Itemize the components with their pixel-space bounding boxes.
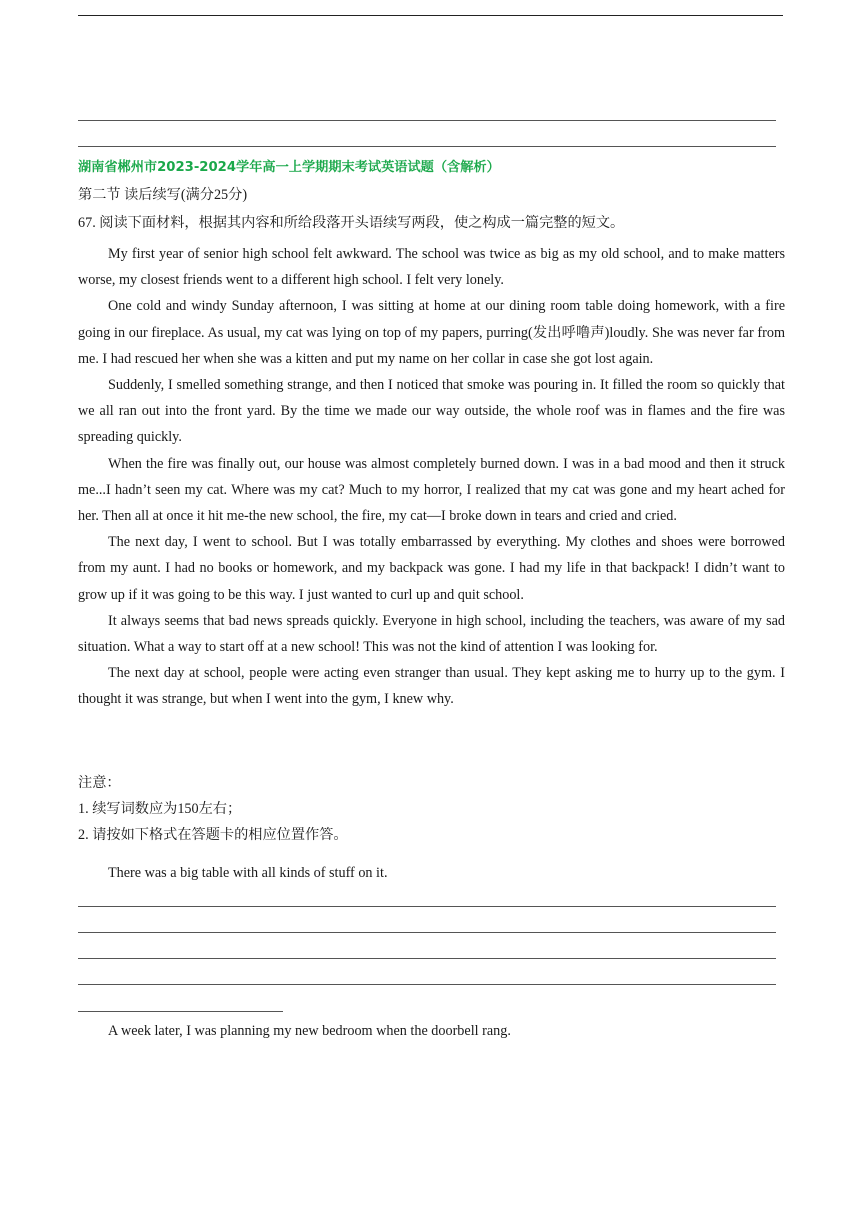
- section-heading: 第二节 读后续写(满分25分): [78, 187, 248, 203]
- passage-paragraph: It always seems that bad news spreads quickly. Everyone in high school, including the teachers, was aware of my sad situation. What a way to start off at a new school! This was not the kind of attention I was looking for.: [78, 612, 785, 656]
- answer-line: [78, 958, 776, 959]
- notes-label: 注意：: [78, 775, 121, 791]
- document-title: 湖南省郴州市2023-2024学年高一上学期期末考试英语试题（含解析）: [78, 160, 500, 175]
- passage-paragraph: The next day at school, people were acting even stranger than usual. They kept asking me to hurry up to the gym. I thought it was strange, but when I went into the gym, I knew why.: [78, 665, 785, 708]
- answer-line: [78, 1011, 283, 1012]
- passage: [78, 241, 785, 713]
- question-instruction: 67. 阅读下面材料，根据其内容和所给段落开头语续写两段，使之构成一篇完整的短文。: [78, 215, 625, 231]
- continuation-prompt-1: There was a big table with all kinds of stuff on it.: [108, 865, 388, 881]
- passage-paragraph: My first year of senior high school felt awkward. The school was twice as big as my old school, and to make matters worse, my closest friends went to a different high school. I felt very lonely.: [78, 246, 785, 289]
- header-rule: [78, 15, 783, 16]
- passage-paragraph: The next day, I went to school. But I was totally embarrassed by everything. My clothes and shoes were borrowed from my aunt. I had no books or homework, and my backpack was gone. I had my life in that backpack! I didn’t want to grow up if it was going to be this way. I just wanted to curl up and quit school.: [78, 534, 785, 603]
- continuation-prompt-2: A week later, I was planning my new bedroom when the doorbell rang.: [108, 1023, 511, 1039]
- answer-line: [78, 120, 776, 121]
- answer-line: [78, 932, 776, 933]
- answer-line: [78, 906, 776, 907]
- passage-paragraph: When the fire was finally out, our house was almost completely burned down. I was in a bad mood and then it struck me...I hadn’t seen my cat. Where was my cat? Much to my horror, I realized that my cat was gone and my heart ached for her. Then all at once it hit me-the new school, the fire, my cat—I broke down in tears and cried and cried.: [78, 455, 785, 525]
- answer-line: [78, 146, 776, 147]
- note-item: 2. 请按如下格式在答题卡的相应位置作答。: [78, 827, 348, 843]
- answer-line: [78, 984, 776, 985]
- passage-paragraph: One cold and windy Sunday afternoon, I was sitting at home at our dining room table doing homework, with a fire going in our fireplace. As usual, my cat was lying on top of my papers, purring(发出呼噜声)loudly. She was never far from me. I had rescued her when she was a kitten and put my name on her collar in case she got lost again.: [78, 298, 785, 367]
- note-item: 1. 续写词数应为150左右；: [78, 801, 242, 817]
- passage-paragraph: Suddenly, I smelled something strange, and then I noticed that smoke was pouring in. It filled the room so quickly that we all ran out into the front yard. By the time we made our way outside, the whole roof was in flames and the fire was spreading quickly.: [78, 377, 785, 446]
